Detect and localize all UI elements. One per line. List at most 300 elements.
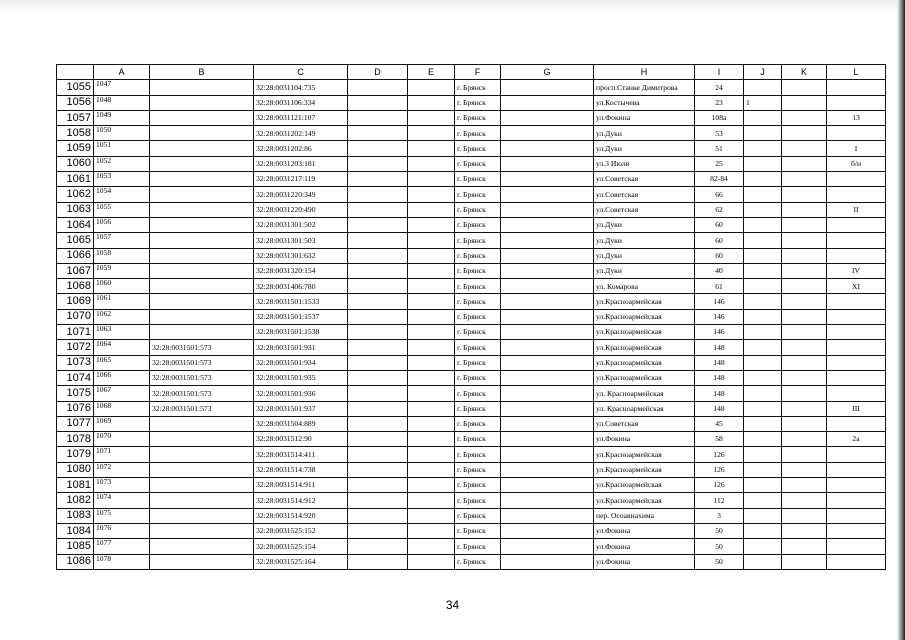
cell-a: 1073 — [94, 478, 150, 493]
cell-l: 13 — [827, 110, 886, 125]
cell-e — [408, 172, 455, 187]
cell-d — [348, 80, 408, 95]
cell-g — [501, 401, 594, 416]
cell-j — [744, 416, 782, 431]
cell-g — [501, 325, 594, 340]
cell-j — [744, 554, 782, 569]
cell-c: 32:28:0031202:86 — [254, 141, 348, 156]
cell-b — [150, 141, 254, 156]
cell-j — [744, 432, 782, 447]
spreadsheet-table — [56, 64, 886, 570]
cell-e — [408, 416, 455, 431]
scan-edge-right — [897, 0, 905, 640]
cell-d — [348, 355, 408, 370]
cell-c: 32:28:0031514:911 — [254, 478, 348, 493]
cell-i: 148 — [695, 386, 744, 401]
row-number: 1080 — [57, 462, 94, 477]
cell-a: 1077 — [94, 539, 150, 554]
cell-j — [744, 386, 782, 401]
cell-h: ул. Красноармейская — [594, 386, 695, 401]
table-row — [57, 294, 886, 309]
cell-b — [150, 126, 254, 141]
row-number: 1072 — [57, 340, 94, 355]
cell-g — [501, 233, 594, 248]
cell-f: г. Брянск — [455, 340, 501, 355]
cell-j — [744, 447, 782, 462]
cell-a: 1053 — [94, 172, 150, 187]
cell-l — [827, 309, 886, 324]
cell-h: ул.Красноармейская — [594, 447, 695, 462]
cell-i: 146 — [695, 294, 744, 309]
cell-d — [348, 386, 408, 401]
cell-a: 1062 — [94, 309, 150, 324]
cell-g — [501, 187, 594, 202]
cell-c: 32:28:0031320:154 — [254, 263, 348, 278]
row-number: 1063 — [57, 202, 94, 217]
table-row — [57, 233, 886, 248]
cell-h: ул.Советская — [594, 187, 695, 202]
cell-f: г. Брянск — [455, 447, 501, 462]
table-row — [57, 263, 886, 278]
cell-i: 51 — [695, 141, 744, 156]
cell-g — [501, 523, 594, 538]
cell-e — [408, 187, 455, 202]
cell-i: 40 — [695, 263, 744, 278]
cell-i: 148 — [695, 340, 744, 355]
cell-j — [744, 493, 782, 508]
cell-l — [827, 462, 886, 477]
cell-c: 32:28:0031406:780 — [254, 279, 348, 294]
cell-d — [348, 370, 408, 385]
cell-j — [744, 325, 782, 340]
cell-g — [501, 95, 594, 110]
cell-g — [501, 416, 594, 431]
cell-f: г. Брянск — [455, 416, 501, 431]
cell-i: 82-84 — [695, 172, 744, 187]
cell-i: 3 — [695, 508, 744, 523]
cell-a: 1056 — [94, 217, 150, 232]
cell-c: 32:28:0031501:1538 — [254, 325, 348, 340]
cell-f: г. Брянск — [455, 80, 501, 95]
cell-c: 32:28:0031106:334 — [254, 95, 348, 110]
cell-d — [348, 340, 408, 355]
cell-j — [744, 355, 782, 370]
cell-k — [782, 370, 827, 385]
cell-f: г. Брянск — [455, 95, 501, 110]
cell-a: 1071 — [94, 447, 150, 462]
cell-h: ул.Советская — [594, 416, 695, 431]
cell-a: 1064 — [94, 340, 150, 355]
cell-l — [827, 355, 886, 370]
cell-j — [744, 294, 782, 309]
table-row — [57, 279, 886, 294]
column-header-row — [57, 65, 886, 80]
cell-c: 32:28:0031525:152 — [254, 523, 348, 538]
cell-e — [408, 447, 455, 462]
cell-j — [744, 340, 782, 355]
table-row — [57, 187, 886, 202]
cell-d — [348, 325, 408, 340]
cell-i: 50 — [695, 554, 744, 569]
cell-k — [782, 217, 827, 232]
column-header-j: J — [744, 65, 782, 80]
cell-f: г. Брянск — [455, 156, 501, 171]
cell-c: 32:28:0031501:931 — [254, 340, 348, 355]
table-row — [57, 156, 886, 171]
cell-j — [744, 202, 782, 217]
cell-a: 1050 — [94, 126, 150, 141]
cell-e — [408, 202, 455, 217]
cell-b — [150, 447, 254, 462]
cell-l — [827, 126, 886, 141]
cell-j — [744, 478, 782, 493]
cell-f: г. Брянск — [455, 325, 501, 340]
cell-i: 126 — [695, 462, 744, 477]
cell-e — [408, 432, 455, 447]
cell-b — [150, 279, 254, 294]
cell-h: ул.Советская — [594, 202, 695, 217]
cell-c: 32:28:0031202:149 — [254, 126, 348, 141]
cell-a: 1072 — [94, 462, 150, 477]
cell-l: III — [827, 401, 886, 416]
cell-h: ул.Фокина — [594, 523, 695, 538]
table-row — [57, 340, 886, 355]
cell-l: I — [827, 141, 886, 156]
cell-k — [782, 462, 827, 477]
cell-g — [501, 462, 594, 477]
row-number: 1077 — [57, 416, 94, 431]
cell-l — [827, 187, 886, 202]
table-row — [57, 309, 886, 324]
cell-g — [501, 156, 594, 171]
cell-h: ул.Дуки — [594, 233, 695, 248]
cell-e — [408, 233, 455, 248]
cell-k — [782, 447, 827, 462]
cell-h: ул.Красноармейская — [594, 294, 695, 309]
cell-d — [348, 508, 408, 523]
cell-a: 1065 — [94, 355, 150, 370]
row-number: 1076 — [57, 401, 94, 416]
cell-j — [744, 156, 782, 171]
column-header-d: D — [348, 65, 408, 80]
cell-d — [348, 156, 408, 171]
page-number: 34 — [445, 598, 460, 612]
cell-g — [501, 263, 594, 278]
cell-k — [782, 294, 827, 309]
cell-g — [501, 539, 594, 554]
table-row — [57, 478, 886, 493]
row-number: 1069 — [57, 294, 94, 309]
cell-f: г. Брянск — [455, 294, 501, 309]
table-row — [57, 141, 886, 156]
cell-g — [501, 554, 594, 569]
cell-k — [782, 95, 827, 110]
row-number: 1085 — [57, 539, 94, 554]
row-number: 1079 — [57, 447, 94, 462]
cell-d — [348, 554, 408, 569]
cell-l: 2а — [827, 432, 886, 447]
cell-k — [782, 141, 827, 156]
table-row — [57, 493, 886, 508]
cell-d — [348, 309, 408, 324]
cell-c: 32:28:0031514:920 — [254, 508, 348, 523]
column-header-k: K — [782, 65, 827, 80]
cell-g — [501, 447, 594, 462]
cell-f: г. Брянск — [455, 401, 501, 416]
table-row — [57, 370, 886, 385]
cell-l — [827, 539, 886, 554]
row-number: 1062 — [57, 187, 94, 202]
cell-h: ул.Красноармейская — [594, 340, 695, 355]
cell-l: б/н — [827, 156, 886, 171]
cell-i: 60 — [695, 248, 744, 263]
cell-e — [408, 355, 455, 370]
cell-h: ул.Дуки — [594, 141, 695, 156]
cell-h: ул.Красноармейская — [594, 493, 695, 508]
cell-l: XI — [827, 279, 886, 294]
cell-j — [744, 126, 782, 141]
table-row — [57, 447, 886, 462]
cell-c: 32:28:0031104:735 — [254, 80, 348, 95]
cell-b — [150, 110, 254, 125]
row-number: 1058 — [57, 126, 94, 141]
cell-k — [782, 279, 827, 294]
cell-d — [348, 202, 408, 217]
cell-h: ул. Красноармейская — [594, 401, 695, 416]
cell-g — [501, 279, 594, 294]
cell-f: г. Брянск — [455, 539, 501, 554]
cell-j — [744, 309, 782, 324]
cell-e — [408, 156, 455, 171]
table-row — [57, 355, 886, 370]
cell-i: 148 — [695, 401, 744, 416]
cell-l — [827, 478, 886, 493]
row-number: 1061 — [57, 172, 94, 187]
table-row — [57, 80, 886, 95]
cell-b — [150, 478, 254, 493]
cell-h: ул. Комарова — [594, 279, 695, 294]
cell-h: ул.Дуки — [594, 248, 695, 263]
cell-f: г. Брянск — [455, 462, 501, 477]
cell-k — [782, 263, 827, 278]
column-header-l: L — [827, 65, 886, 80]
row-number: 1060 — [57, 156, 94, 171]
cell-i: 126 — [695, 478, 744, 493]
cell-e — [408, 325, 455, 340]
cell-h: ул.Красноармейская — [594, 478, 695, 493]
cell-k — [782, 478, 827, 493]
cell-c: 32:28:0031501:934 — [254, 355, 348, 370]
cell-b — [150, 233, 254, 248]
cell-e — [408, 110, 455, 125]
cell-d — [348, 248, 408, 263]
cell-d — [348, 126, 408, 141]
row-number: 1067 — [57, 263, 94, 278]
cell-a: 1049 — [94, 110, 150, 125]
table-row — [57, 325, 886, 340]
cell-d — [348, 462, 408, 477]
cell-k — [782, 309, 827, 324]
cell-b — [150, 263, 254, 278]
cell-b — [150, 432, 254, 447]
cell-e — [408, 508, 455, 523]
cell-j — [744, 110, 782, 125]
cell-d — [348, 141, 408, 156]
cell-f: г. Брянск — [455, 263, 501, 278]
cell-b — [150, 325, 254, 340]
cell-e — [408, 217, 455, 232]
cell-f: г. Брянск — [455, 309, 501, 324]
cell-k — [782, 110, 827, 125]
cell-a: 1068 — [94, 401, 150, 416]
cell-a: 1048 — [94, 95, 150, 110]
cell-b — [150, 309, 254, 324]
table-body — [57, 80, 886, 570]
cell-g — [501, 493, 594, 508]
cell-g — [501, 172, 594, 187]
cell-k — [782, 401, 827, 416]
scan-edge-top — [0, 0, 905, 14]
cell-g — [501, 355, 594, 370]
cell-a: 1059 — [94, 263, 150, 278]
cell-b — [150, 508, 254, 523]
cell-e — [408, 80, 455, 95]
cell-b: 32:28:0031501:573 — [150, 401, 254, 416]
cell-d — [348, 294, 408, 309]
cell-c: 32:28:0031525:164 — [254, 554, 348, 569]
column-header-h: H — [594, 65, 695, 80]
cell-b: 32:28:0031501:573 — [150, 386, 254, 401]
cell-k — [782, 156, 827, 171]
cell-b — [150, 202, 254, 217]
cell-g — [501, 126, 594, 141]
cell-h: ул.Костычева — [594, 95, 695, 110]
cell-f: г. Брянск — [455, 172, 501, 187]
cell-f: г. Брянск — [455, 110, 501, 125]
cell-a: 1060 — [94, 279, 150, 294]
cell-f: г. Брянск — [455, 279, 501, 294]
cell-j — [744, 233, 782, 248]
cell-i: 58 — [695, 432, 744, 447]
cell-a: 1076 — [94, 523, 150, 538]
table-row — [57, 539, 886, 554]
cell-f: г. Брянск — [455, 187, 501, 202]
cell-k — [782, 355, 827, 370]
row-number: 1074 — [57, 370, 94, 385]
cell-b — [150, 172, 254, 187]
cell-d — [348, 432, 408, 447]
cell-a: 1057 — [94, 233, 150, 248]
cell-l — [827, 80, 886, 95]
row-number: 1065 — [57, 233, 94, 248]
corner-header — [57, 65, 94, 80]
cell-g — [501, 340, 594, 355]
cell-h: ул.Советская — [594, 172, 695, 187]
cell-c: 32:28:0031501:935 — [254, 370, 348, 385]
cell-g — [501, 202, 594, 217]
cell-a: 1051 — [94, 141, 150, 156]
cell-j — [744, 248, 782, 263]
cell-i: 66 — [695, 187, 744, 202]
cell-k — [782, 416, 827, 431]
cell-g — [501, 478, 594, 493]
cell-d — [348, 187, 408, 202]
cell-f: г. Брянск — [455, 202, 501, 217]
cell-c: 32:28:0031121:107 — [254, 110, 348, 125]
row-number: 1070 — [57, 309, 94, 324]
cell-k — [782, 340, 827, 355]
cell-d — [348, 263, 408, 278]
cell-a: 1075 — [94, 508, 150, 523]
cell-f: г. Брянск — [455, 126, 501, 141]
row-number: 1055 — [57, 80, 94, 95]
table-row — [57, 554, 886, 569]
cell-h: ул.Дуки — [594, 217, 695, 232]
cell-i: 61 — [695, 279, 744, 294]
cell-j — [744, 263, 782, 278]
cell-i: 108а — [695, 110, 744, 125]
cell-h: ул.Красноармейская — [594, 370, 695, 385]
cell-b — [150, 80, 254, 95]
cell-b — [150, 248, 254, 263]
cell-h: ул.Дуки — [594, 263, 695, 278]
cell-f: г. Брянск — [455, 523, 501, 538]
cell-d — [348, 172, 408, 187]
cell-a: 1069 — [94, 416, 150, 431]
cell-b: 32:28:0031501:573 — [150, 355, 254, 370]
cell-g — [501, 141, 594, 156]
cell-e — [408, 370, 455, 385]
cell-k — [782, 523, 827, 538]
column-header-c: C — [254, 65, 348, 80]
cell-d — [348, 478, 408, 493]
cell-i: 24 — [695, 80, 744, 95]
cell-g — [501, 386, 594, 401]
cell-e — [408, 95, 455, 110]
cell-c: 32:28:0031220:490 — [254, 202, 348, 217]
cell-l — [827, 370, 886, 385]
cell-d — [348, 416, 408, 431]
cell-h: ул.Фокина — [594, 432, 695, 447]
cell-l — [827, 340, 886, 355]
row-number: 1064 — [57, 217, 94, 232]
cell-a: 1055 — [94, 202, 150, 217]
cell-b — [150, 523, 254, 538]
cell-j — [744, 141, 782, 156]
row-number: 1078 — [57, 432, 94, 447]
cell-c: 32:28:0031220:349 — [254, 187, 348, 202]
row-number: 1081 — [57, 478, 94, 493]
cell-e — [408, 294, 455, 309]
cell-l — [827, 95, 886, 110]
cell-g — [501, 309, 594, 324]
cell-e — [408, 126, 455, 141]
cell-l — [827, 233, 886, 248]
cell-j — [744, 370, 782, 385]
cell-l — [827, 523, 886, 538]
cell-i: 112 — [695, 493, 744, 508]
cell-d — [348, 447, 408, 462]
cell-i: 148 — [695, 355, 744, 370]
cell-l — [827, 172, 886, 187]
column-header-a: A — [94, 65, 150, 80]
cell-l — [827, 447, 886, 462]
cell-k — [782, 126, 827, 141]
cell-k — [782, 508, 827, 523]
cell-e — [408, 493, 455, 508]
cell-k — [782, 325, 827, 340]
cell-e — [408, 523, 455, 538]
